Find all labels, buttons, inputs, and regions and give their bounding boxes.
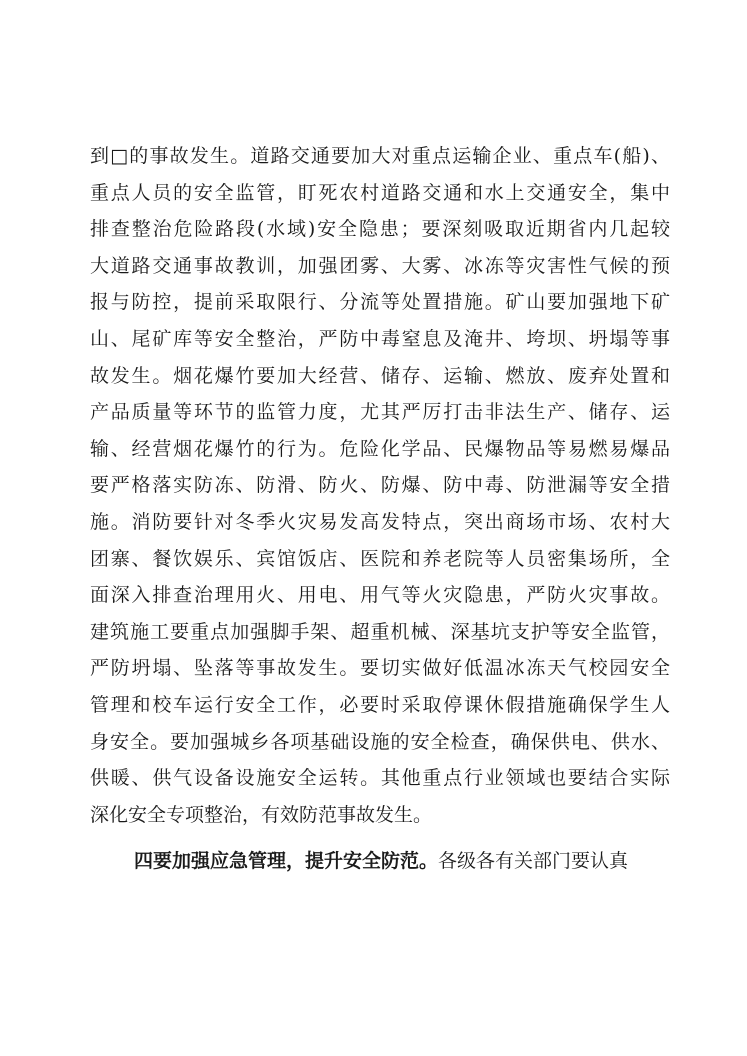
- text-line: 排查整治危险路段(水域)安全隐患；要深刻吸取近期省内几起较: [90, 218, 670, 241]
- paragraph-2: [90, 843, 670, 880]
- text-line: 故发生。烟花爆竹要加大经营、储存、运输、燃放、废弃处置和: [90, 364, 670, 387]
- text-line: 严防坍塌、坠落等事故发生。要切实做好低温冰冻天气校园安全: [90, 657, 670, 680]
- text-line: 要严格落实防冻、防滑、防火、防爆、防中毒、防泄漏等安全措: [90, 474, 670, 497]
- text-line: 施。消防要针对冬季火灾易发高发特点，突出商场市场、农村大: [90, 510, 670, 533]
- text-line: 管理和校车运行安全工作，必要时采取停课休假措施确保学生人: [90, 693, 670, 716]
- text-line: 到□的事故发生。道路交通要加大对重点运输企业、重点车(船)、: [90, 145, 670, 167]
- paragraph-1: [90, 138, 670, 833]
- text-line: 深化安全专项整治，有效防范事故发生。: [90, 803, 433, 826]
- text-line: 重点人员的安全监管，盯死农村道路交通和水上交通安全，集中: [90, 181, 670, 204]
- text-line: 建筑施工要重点加强脚手架、超重机械、深基坑支护等安全监管，: [90, 620, 670, 643]
- text-line: 输、经营烟花爆竹的行为。危险化学品、民爆物品等易燃易爆品: [90, 437, 670, 460]
- section-heading: 四要加强应急管理，提升安全防范。: [134, 850, 439, 873]
- section-text: 各级各有关部门要认真: [438, 850, 629, 873]
- text-line: 供暖、供气设备设施安全运转。其他重点行业领域也要结合实际: [90, 767, 670, 790]
- text-line: 产品质量等环节的监管力度，尤其严厉打击非法生产、储存、运: [90, 401, 670, 424]
- body-text: [90, 138, 670, 880]
- text-line: 报与防控，提前采取限行、分流等处置措施。矿山要加强地下矿: [90, 291, 670, 314]
- text-line: 团寨、餐饮娱乐、宾馆饭店、医院和养老院等人员密集场所，全: [90, 547, 670, 570]
- text-line: 山、尾矿库等安全整治，严防中毒窒息及淹井、垮坝、坍塌等事: [90, 327, 670, 350]
- text-line: 大道路交通事故教训，加强团雾、大雾、冰冻等灾害性气候的预: [90, 254, 670, 277]
- text-line: 面深入排查治理用火、用电、用气等火灾隐患，严防火灾事故。: [90, 584, 670, 607]
- text-line: 身安全。要加强城乡各项基础设施的安全检查，确保供电、供水、: [90, 730, 670, 753]
